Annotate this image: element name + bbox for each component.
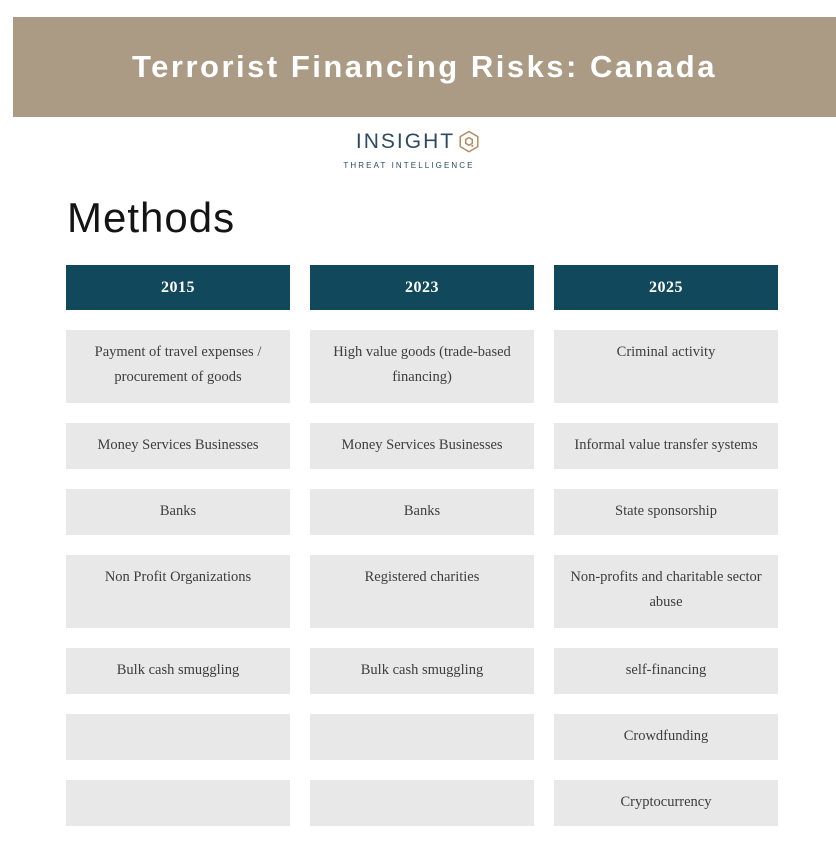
year-column — [310, 265, 534, 826]
table-cell: Crowdfunding — [554, 714, 778, 760]
year-column — [554, 265, 778, 826]
logo-tagline: THREAT INTELLIGENCE — [343, 161, 475, 170]
title-banner — [13, 17, 836, 117]
logo-wordmark: INSIGHT — [355, 130, 456, 153]
column-header-2025: 2025 — [554, 265, 778, 310]
table-cell: Banks — [66, 489, 290, 535]
table-cell: Money Services Businesses — [66, 423, 290, 469]
table-cell-empty — [310, 780, 534, 826]
table-cell: self-financing — [554, 648, 778, 694]
page-title: Terrorist Financing Risks: Canada — [132, 49, 717, 84]
table-cell-empty — [310, 714, 534, 760]
column-header-2023: 2023 — [310, 265, 534, 310]
table-cell: High value goods (trade-based financing) — [310, 330, 534, 403]
table-cell: Cryptocurrency — [554, 780, 778, 826]
hexagon-icon — [458, 130, 480, 159]
table-cell: Payment of travel expenses / procurement of goods — [66, 330, 290, 403]
table-cell: Non Profit Organizations — [66, 555, 290, 628]
table-cell: State sponsorship — [554, 489, 778, 535]
table-cell-empty — [66, 780, 290, 826]
table-cell: Registered charities — [310, 555, 534, 628]
table-cell: Money Services Businesses — [310, 423, 534, 469]
table-cell: Informal value transfer systems — [554, 423, 778, 469]
table-cell: Non-profits and charitable sector abuse — [554, 555, 778, 628]
table-cell: Banks — [310, 489, 534, 535]
table-cell: Criminal activity — [554, 330, 778, 403]
table-cell-empty — [66, 714, 290, 760]
section-title: Methods — [67, 194, 236, 241]
table-cell: Bulk cash smuggling — [66, 648, 290, 694]
year-column — [66, 265, 290, 826]
column-header-2015: 2015 — [66, 265, 290, 310]
methods-table — [66, 265, 778, 826]
table-cell: Bulk cash smuggling — [310, 648, 534, 694]
logo — [0, 130, 836, 170]
